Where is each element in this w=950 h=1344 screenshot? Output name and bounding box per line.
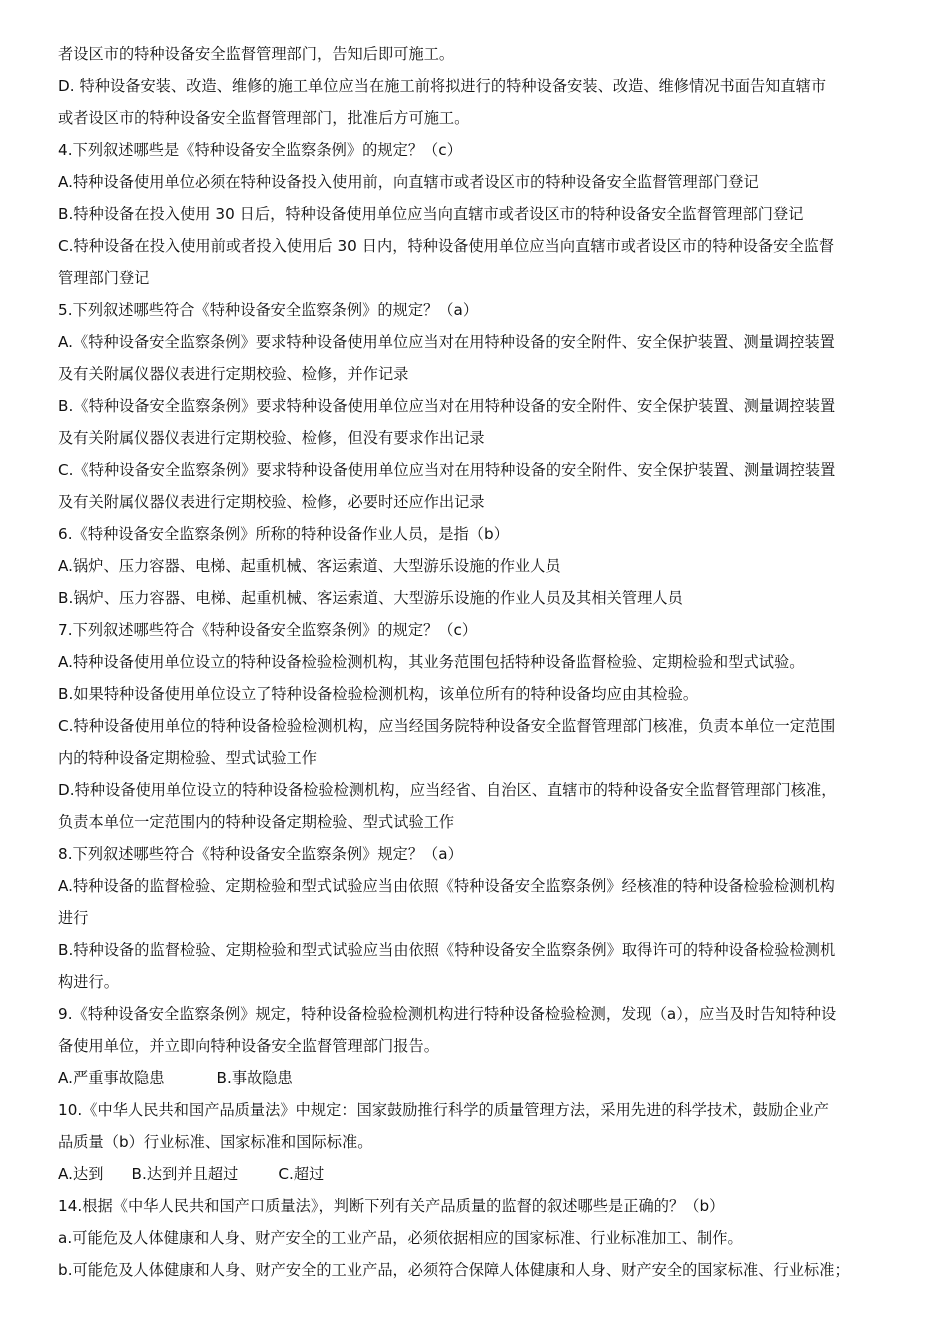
text-line: 进行 bbox=[58, 909, 89, 927]
question-4: 4.下列叙述哪些是《特种设备安全监察条例》的规定？（c） bbox=[58, 141, 462, 159]
text-line: 者设区市的特种设备安全监督管理部门，告知后即可施工。 bbox=[58, 45, 455, 63]
text-line: 及有关附属仪器仪表进行定期校验、检修，但没有要求作出记录 bbox=[58, 429, 485, 447]
text-line: B.特种设备的监督检验、定期检验和型式试验应当由依照《特种设备安全监察条例》取得许可的特种设备检验检测机 bbox=[58, 941, 836, 959]
option-a: A.达到 bbox=[58, 1165, 104, 1183]
question-9: 9.《特种设备安全监察条例》规定，特种设备检验检测机构进行特种设备检验检测，发现（a），应当及时告知特种设 bbox=[58, 1005, 837, 1023]
text-line: 或者设区市的特种设备安全监督管理部门，批准后方可施工。 bbox=[58, 109, 470, 127]
text-line: B.《特种设备安全监察条例》要求特种设备使用单位应当对在用特种设备的安全附件、安全保护装置、测量调控装置 bbox=[58, 397, 836, 415]
question-14: 14.根据《中华人民共和国产口质量法》，判断下列有关产品质量的监督的叙述哪些是正确的？（b） bbox=[58, 1197, 725, 1215]
text-line: A.特种设备的监督检验、定期检验和型式试验应当由依照《特种设备安全监察条例》经核准的特种设备检验检测机构 bbox=[58, 877, 835, 895]
question-7: 7.下列叙述哪些符合《特种设备安全监察条例》的规定？（c） bbox=[58, 621, 478, 639]
text-line: A.特种设备使用单位设立的特种设备检验检测机构，其业务范围包括特种设备监督检验、定期检验和型式试验。 bbox=[58, 653, 805, 671]
options-row-10 bbox=[58, 1163, 910, 1185]
text-line: A.《特种设备安全监察条例》要求特种设备使用单位应当对在用特种设备的安全附件、安全保护装置、测量调控装置 bbox=[58, 333, 835, 351]
question-5: 5.下列叙述哪些符合《特种设备安全监察条例》的规定？（a） bbox=[58, 301, 479, 319]
question-8: 8.下列叙述哪些符合《特种设备安全监察条例》规定？（a） bbox=[58, 845, 463, 863]
text-line: D. 特种设备安装、改造、维修的施工单位应当在施工前将拟进行的特种设备安装、改造、维修情况书面告知直辖市 bbox=[58, 77, 827, 95]
text-line: 及有关附属仪器仪表进行定期校验、检修，并作记录 bbox=[58, 365, 409, 383]
option-a: A.严重事故隐患 bbox=[58, 1069, 165, 1087]
question-10: 10.《中华人民共和国产品质量法》中规定：国家鼓励推行科学的质量管理方法，采用先进的科学技术，鼓励企业产 bbox=[58, 1101, 829, 1119]
text-line: B.如果特种设备使用单位设立了特种设备检验检测机构，该单位所有的特种设备均应由其检验。 bbox=[58, 685, 699, 703]
text-line: B.特种设备在投入使用 30 日后，特种设备使用单位应当向直辖市或者设区市的特种设备安全监督管理部门登记 bbox=[58, 205, 804, 223]
text-line: C.特种设备在投入使用前或者投入使用后 30 日内，特种设备使用单位应当向直辖市或者设区市的特种设备安全监督 bbox=[58, 237, 835, 255]
text-line: C.《特种设备安全监察条例》要求特种设备使用单位应当对在用特种设备的安全附件、安全保护装置、测量调控装置 bbox=[58, 461, 836, 479]
question-6: 6.《特种设备安全监察条例》所称的特种设备作业人员，是指（b） bbox=[58, 525, 509, 543]
text-line: 管理部门登记 bbox=[58, 269, 150, 287]
text-line: 品质量（b）行业标准、国家标准和国际标准。 bbox=[58, 1133, 373, 1151]
text-line: 备使用单位，并立即向特种设备安全监督管理部门报告。 bbox=[58, 1037, 439, 1055]
text-line: 构进行。 bbox=[58, 973, 119, 991]
text-line: b.可能危及人体健康和人身、财产安全的工业产品，必须符合保障人体健康和人身、财产安全的国家标准、行业标准； bbox=[58, 1261, 850, 1279]
text-line: 负责本单位一定范围内的特种设备定期检验、型式试验工作 bbox=[58, 813, 455, 831]
option-c: C.超过 bbox=[278, 1165, 325, 1183]
text-line: B.锅炉、压力容器、电梯、起重机械、客运索道、大型游乐设施的作业人员及其相关管理人员 bbox=[58, 589, 683, 607]
options-row-9 bbox=[58, 1067, 910, 1089]
text-line: D.特种设备使用单位设立的特种设备检验检测机构，应当经省、自治区、直辖市的特种设备安全监督管理部门核准， bbox=[58, 781, 837, 799]
text-line: A.特种设备使用单位必须在特种设备投入使用前，向直辖市或者设区市的特种设备安全监督管理部门登记 bbox=[58, 173, 759, 191]
text-line: A.锅炉、压力容器、电梯、起重机械、客运索道、大型游乐设施的作业人员 bbox=[58, 557, 561, 575]
text-line: 内的特种设备定期检验、型式试验工作 bbox=[58, 749, 318, 767]
text-line: a.可能危及人体健康和人身、财产安全的工业产品，必须依据相应的国家标准、行业标准加工、制作。 bbox=[58, 1229, 743, 1247]
text-line: 及有关附属仪器仪表进行定期校验、检修，必要时还应作出记录 bbox=[58, 493, 485, 511]
option-b: B.达到并且超过 bbox=[131, 1165, 239, 1183]
text-line: C.特种设备使用单位的特种设备检验检测机构，应当经国务院特种设备安全监督管理部门核准，负责本单位一定范围 bbox=[58, 717, 836, 735]
option-b: B.事故隐患 bbox=[216, 1069, 293, 1087]
